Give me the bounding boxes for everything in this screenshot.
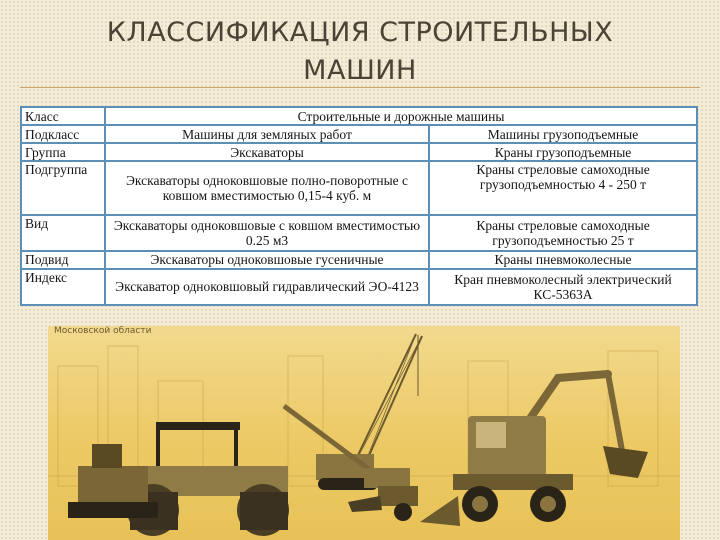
- row-label: Класс: [21, 107, 105, 125]
- table-row-group: [21, 143, 697, 161]
- table-cell-left: Экскаваторы одноковшовые гусеничные: [105, 251, 429, 269]
- photo-caption: Московской области: [54, 326, 152, 336]
- asphalt-paver-icon: [68, 444, 158, 518]
- row-label: Индекс: [21, 269, 105, 305]
- table-cell-left: Машины для земляных работ: [105, 125, 429, 143]
- table-cell-left: Экскаваторы: [105, 143, 429, 161]
- page-title-line-1: КЛАССИФИКАЦИЯ СТРОИТЕЛЬНЫХ: [106, 17, 614, 48]
- table-cell-right: Кран пневмоколесный электрический КС-5363А: [429, 269, 697, 305]
- table-cell-left: Экскаваторы одноковшовые с ковшом вместимостью 0.25 м3: [105, 215, 429, 251]
- table-row-subclass: [21, 125, 697, 143]
- road-roller-icon: [127, 422, 289, 536]
- table-cell-left: Экскаваторы одноковшовые полно-поворотные с ковшом вместимостью 0,15-4 куб. м: [105, 161, 429, 214]
- table-cell-right: Машины грузоподъемные: [429, 125, 697, 143]
- row-label: Подгруппа: [21, 161, 105, 214]
- table-row-subkind: [21, 251, 697, 269]
- title-divider: [20, 87, 700, 88]
- excavator-bucket-icon: [603, 446, 648, 478]
- loader-icon: [348, 486, 418, 521]
- page-title: [0, 14, 720, 90]
- table-row-index: [21, 269, 697, 305]
- row-label: Группа: [21, 143, 105, 161]
- table-cell-left: Экскаватор одноковшовый гидравлический ЭО-4123: [105, 269, 429, 305]
- table-cell-class: Строительные и дорожные машины: [105, 107, 697, 125]
- classification-table-container: [20, 106, 696, 306]
- table-row-kind: [21, 215, 697, 251]
- table-cell-right: Краны грузоподъемные: [429, 143, 697, 161]
- wheeled-excavator-icon: [420, 416, 573, 526]
- table-row-class: [21, 107, 697, 125]
- classification-table: [20, 106, 698, 306]
- row-label: Подкласс: [21, 125, 105, 143]
- construction-machines-illustration: [48, 326, 680, 540]
- machines-svg: [48, 326, 680, 540]
- page-title-line-2: МАШИН: [303, 55, 417, 86]
- table-cell-right: Краны стреловые самоходные грузоподъемностью 4 - 250 т: [429, 161, 697, 214]
- table-cell-right: Краны пневмоколесные: [429, 251, 697, 269]
- table-row-subgroup: [21, 161, 697, 214]
- table-cell-right: Краны стреловые самоходные грузоподъемностью 25 т: [429, 215, 697, 251]
- row-label: Подвид: [21, 251, 105, 269]
- row-label: Вид: [21, 215, 105, 251]
